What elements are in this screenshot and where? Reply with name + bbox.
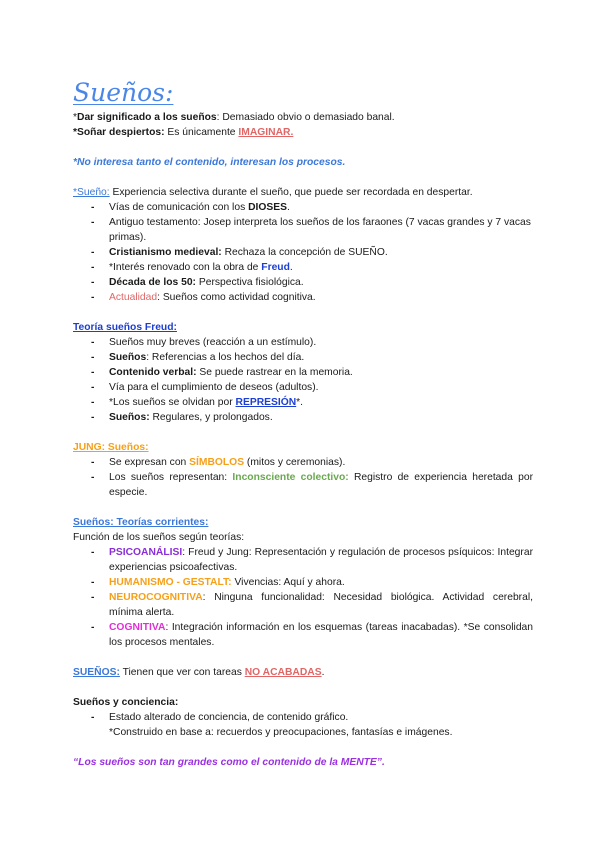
conciencia-sub: *Construido en base a: recuerdos y preocupaciones, fantasías e imágenes. [109, 727, 453, 738]
list-item: - Contenido verbal: Se puede rastrear en la memoria. [109, 365, 533, 380]
list-item: - PSICOANÁLISI: Freud y Jung: Representación y regulación de procesos psíquicos: Integrar experiencias psicoafectivas. [109, 545, 533, 575]
list-item: - Sueños muy breves (reacción a un estímulo). [109, 335, 533, 350]
document-content [73, 78, 533, 770]
list-item: - COGNITIVA: Integración información en los esquemas (tareas inacabadas). *Se consolidan los procesos mentales. [109, 620, 533, 650]
list-item: - Vía para el cumplimiento de deseos (adultos). [109, 380, 533, 395]
intro-line-2 [73, 125, 533, 140]
list-item: - Sueños: Regulares, y prolongados. [109, 410, 533, 425]
list-item: - Actualidad: Sueños como actividad cognitiva. [109, 290, 533, 305]
corrientes-heading: Sueños: Teorías corrientes: [73, 517, 209, 528]
list-item: - Sueños: Referencias a los hechos del día. [109, 350, 533, 365]
list-item: - Antiguo testamento: Josep interpreta los sueños de los faraones (7 vacas grandes y 7 vacas primas). [109, 215, 533, 245]
page-title: Sueños: [73, 78, 174, 107]
imaginar-highlight: IMAGINAR. [238, 127, 294, 138]
corrientes-list [73, 545, 533, 650]
jung-list [73, 455, 533, 500]
intro-text: : Demasiado obvio o demasiado banal. [216, 112, 395, 123]
sueno-definition [73, 185, 533, 200]
intro-text: Es únicamente [164, 127, 239, 138]
intro-line-1 [73, 110, 533, 125]
list-item: - NEUROCOGNITIVA: Ninguna funcionalidad: Necesidad biológica. Actividad cerebral, mínima alerta. [109, 590, 533, 620]
list-item: - Década de los 50: Perspectiva fisiológica. [109, 275, 533, 290]
list-item: - HUMANISMO - GESTALT: Vivencias: Aquí y ahora. [109, 575, 533, 590]
process-note: *No interesa tanto el contenido, interesan los procesos. [73, 157, 346, 168]
intro-bold: *Soñar despiertos: [73, 127, 165, 138]
closing-quote: “Los sueños son tan grandes como el contenido de la MENTE”. [73, 757, 385, 768]
sueno-text: Experiencia selectiva durante el sueño, que puede ser recordada en despertar. [109, 187, 473, 198]
conciencia-list [73, 710, 533, 725]
list-item: - Estado alterado de conciencia, de contenido gráfico. [109, 710, 533, 725]
list-item: - *Los sueños se olvidan por REPRESIÓN*. [109, 395, 533, 410]
sueno-list [73, 200, 533, 305]
list-item: - Se expresan con SÍMBOLOS (mitos y ceremonias). [109, 455, 533, 470]
list-item: - *Interés renovado con la obra de Freud. [109, 260, 533, 275]
sueno-label: *Sueño: [73, 187, 110, 198]
jung-heading: JUNG: Sueños: [73, 442, 149, 453]
freud-list [73, 335, 533, 425]
conciencia-heading: Sueños y conciencia: [73, 697, 179, 708]
list-item: - Cristianismo medieval: Rechaza la concepción de SUEÑO. [109, 245, 533, 260]
freud-heading: Teoría sueños Freud: [73, 322, 177, 333]
corrientes-intro: Función de los sueños según teorías: [73, 532, 245, 543]
suenos-acabadas-line: SUEÑOS: Tienen que ver con tareas NO ACABADAS. [73, 667, 325, 678]
intro-bold: Dar significado a los sueños [77, 112, 217, 123]
list-item: - Vías de comunicación con los DIOSES. [109, 200, 533, 215]
asterisk: * [73, 112, 78, 123]
list-item: - Los sueños representan: Inconsciente colectivo: Registro de experiencia heretada por especie. [109, 470, 533, 500]
